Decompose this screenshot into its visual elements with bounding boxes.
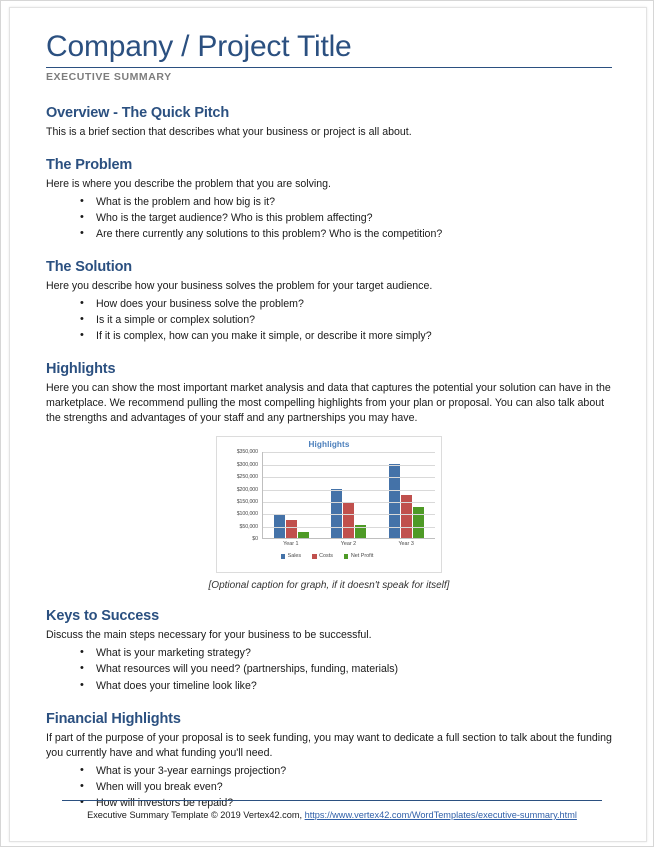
list-item: • What is your 3-year earnings projection? xyxy=(80,763,612,779)
chart-bar xyxy=(298,532,309,538)
section-financial-highlights xyxy=(46,711,612,811)
document-subtitle: EXECUTIVE SUMMARY xyxy=(46,70,172,83)
chart-plot-area xyxy=(217,449,437,572)
section-paragraph: Here is where you describe the problem that you are solving. xyxy=(46,177,332,190)
chart-x-axis xyxy=(262,541,435,547)
page-sheet xyxy=(9,7,647,842)
chart-bar xyxy=(413,507,424,538)
list-item: • How will investors be repaid? xyxy=(80,795,612,811)
list-item: • How does your business solve the problem? xyxy=(80,296,612,312)
section-heading: The Solution xyxy=(46,258,132,275)
legend-label: Costs xyxy=(319,553,333,560)
page-title: Company / Project Title xyxy=(46,30,352,63)
chart-x-tick: Year 2 xyxy=(340,541,357,548)
section-keys-to-success xyxy=(46,608,612,693)
bullet-list xyxy=(46,194,612,242)
chart-bar xyxy=(331,489,342,539)
section-heading: Overview - The Quick Pitch xyxy=(46,104,230,121)
section-the-problem xyxy=(46,157,612,242)
chart-legend xyxy=(217,553,437,559)
chart-y-tick: $100,000 xyxy=(236,511,258,518)
document-content xyxy=(46,30,612,828)
list-item: • Is it a simple or complex solution? xyxy=(80,312,612,328)
chart-gridline xyxy=(263,477,435,478)
figure-caption: [Optional caption for graph, if it doesn't speak for itself] xyxy=(208,580,450,592)
list-item: • Are there currently any solutions to this problem? Who is the competition? xyxy=(80,226,612,242)
title-divider xyxy=(46,67,612,68)
list-item: • If it is complex, how can you make it simple, or describe it more simply? xyxy=(80,328,612,344)
chart-y-tick: $300,000 xyxy=(236,461,258,468)
chart-plot xyxy=(262,452,435,539)
section-paragraph: This is a brief section that describes what your business or project is all about. xyxy=(46,125,412,138)
section-highlights xyxy=(46,361,612,591)
legend-swatch-icon xyxy=(281,554,286,559)
section-paragraph: Here you describe how your business solves the problem for your target audience. xyxy=(46,279,433,292)
footer-text: Executive Summary Template © 2019 Vertex42.com, xyxy=(87,810,305,820)
chart-x-tick: Year 3 xyxy=(398,541,414,548)
list-item: • What is the problem and how big is it? xyxy=(80,194,612,210)
section-heading: The Problem xyxy=(46,156,133,173)
chart-gridline xyxy=(263,502,435,503)
bullet-list xyxy=(46,296,612,344)
legend-swatch-icon xyxy=(312,554,317,559)
chart-y-tick: $150,000 xyxy=(236,499,258,506)
legend-label: Net Profit xyxy=(350,553,374,560)
chart-title: Highlights xyxy=(308,440,350,450)
section-heading: Financial Highlights xyxy=(46,710,181,727)
chart-gridline xyxy=(263,452,435,453)
list-item: • What resources will you need? (partnerships, funding, materials) xyxy=(80,661,612,677)
list-item: • What does your timeline look like? xyxy=(80,678,612,694)
chart-y-tick: $200,000 xyxy=(236,486,258,493)
footer-link[interactable]: https://www.vertex42.com/WordTemplates/executive-summary.html xyxy=(304,810,577,820)
page-footer xyxy=(62,800,602,823)
section-paragraph: If part of the purpose of your proposal is to seek funding, you may want to dedicate a full section to talk about the funding you currently have and what funding you'll need. xyxy=(46,731,612,759)
highlights-bar-chart xyxy=(216,436,442,573)
chart-legend-item xyxy=(312,553,333,559)
chart-bar xyxy=(286,520,297,539)
list-item: • What is your marketing strategy? xyxy=(80,645,612,661)
section-heading: Highlights xyxy=(46,361,116,378)
list-item: • Who is the target audience? Who is this problem affecting? xyxy=(80,210,612,226)
bullet-list xyxy=(46,645,612,693)
chart-gridline xyxy=(263,465,435,466)
chart-y-tick: $50,000 xyxy=(239,523,258,530)
list-item: • When will you break even? xyxy=(80,779,612,795)
legend-label: Sales xyxy=(287,553,302,560)
highlights-figure xyxy=(46,436,612,591)
chart-y-tick: $250,000 xyxy=(236,474,258,481)
section-overview xyxy=(46,105,612,140)
chart-y-axis xyxy=(220,449,260,543)
section-paragraph: Discuss the main steps necessary for your business to be successful. xyxy=(46,629,372,642)
section-paragraph: Here you can show the most important market analysis and data that captures the potential your solution can have in the marketplace. We recommend pulling the most compelling highlights from your plan or proposal. You can also talk about the strengths and advantages of your staff and any partnerships you may have. xyxy=(46,382,611,425)
chart-gridline xyxy=(263,527,435,528)
chart-bar xyxy=(343,502,354,538)
chart-gridline xyxy=(263,490,435,491)
chart-gridline xyxy=(263,514,435,515)
section-the-solution xyxy=(46,259,612,344)
section-heading: Keys to Success xyxy=(46,608,160,625)
chart-legend-item xyxy=(344,553,373,559)
chart-legend-item xyxy=(281,553,302,559)
chart-y-tick: $350,000 xyxy=(236,449,258,456)
chart-y-tick: $0 xyxy=(252,536,258,543)
chart-x-tick: Year 1 xyxy=(283,541,299,548)
legend-swatch-icon xyxy=(344,554,349,559)
